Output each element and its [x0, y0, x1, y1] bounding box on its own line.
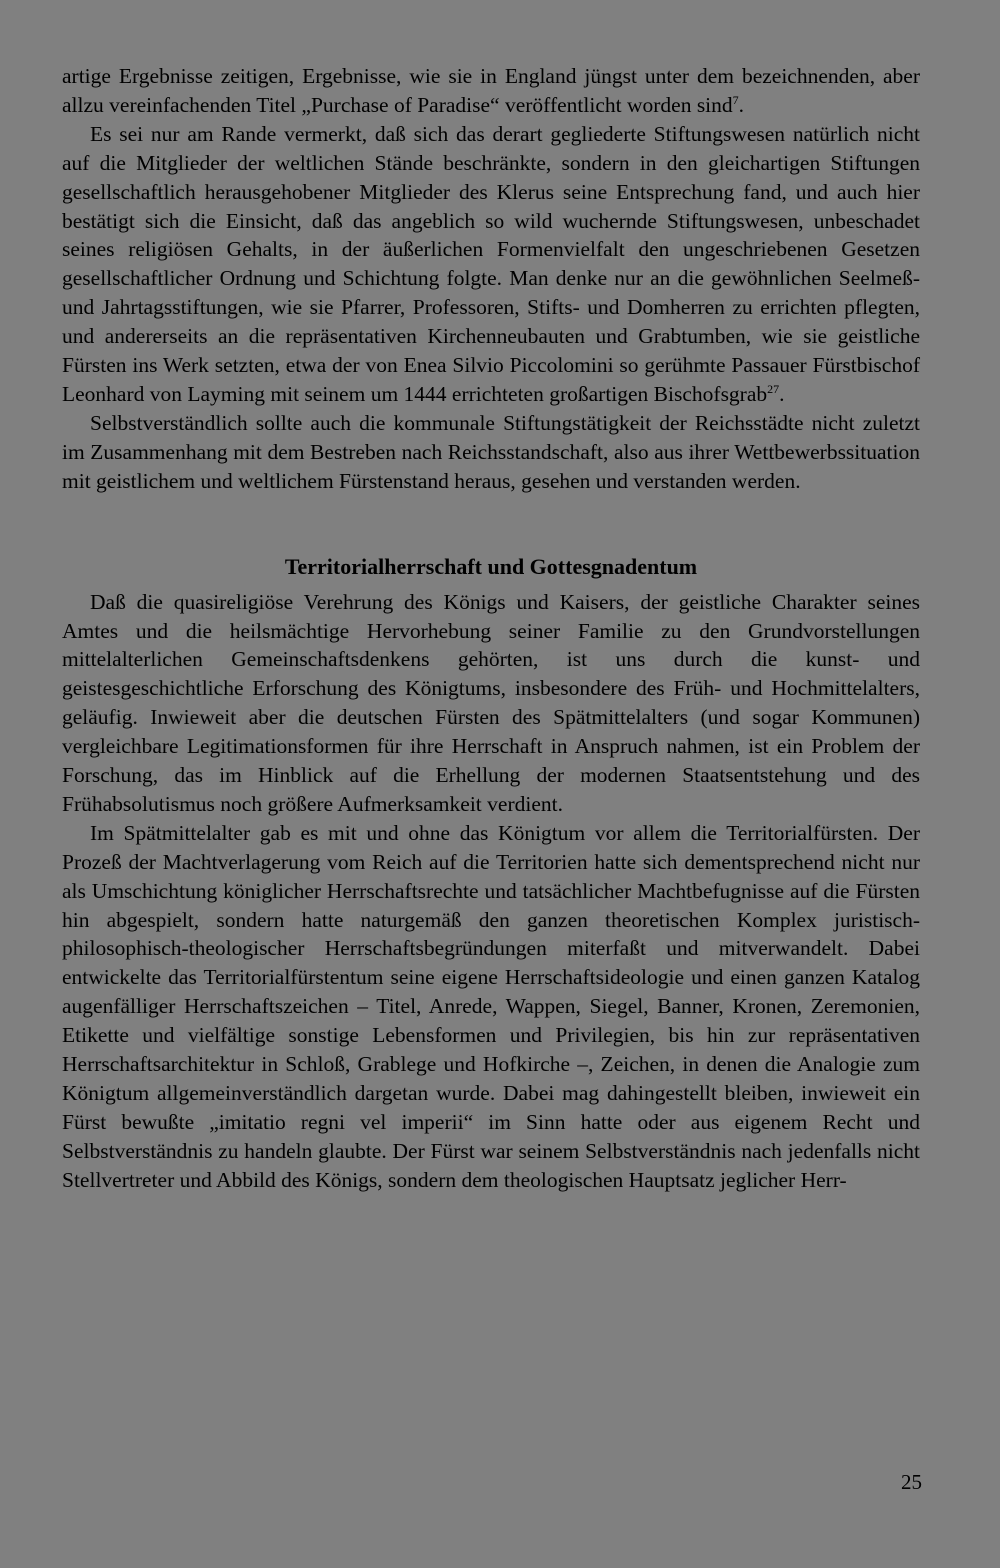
section-heading: Territorialherrschaft und Gottesgnadentum: [284, 553, 698, 579]
paragraph-4: Daß die quasireligiöse Verehrung des Königs und Kaisers, der geistliche Charakter seines Amtes und die heilsmächtige Hervorhebung seiner Familie zu den Grundvorstellungen mittelalterlichen Gemeinschaftsdenkens gehörten, ist uns durch die kunst- und geistesgeschichtliche Erforschung des Königtums, insbesondere des Früh- und Hochmittelalters, geläufig. Inwieweit aber die deutschen Fürsten des Spätmittelalters (und sogar Kommunen) vergleichbare Legitimationsformen für ihre Herrschaft in Anspruch nahmen, ist ein Problem der Forschung, das im Hinblick auf die Erhellung der modernen Staatsentstehung und des Frühabsolutismus noch größere Aufmerksamkeit verdient.: [62, 589, 920, 816]
text-column: [62, 62, 920, 1195]
paragraph-1: artige Ergebnisse zeitigen, Ergebnisse, wie sie in England jüngst unter dem bezeichnenden, aber allzu vereinfachenden Titel „Purchase of Paradise“ veröffentlicht worden sind$^7$.: [62, 64, 920, 117]
page-number: 25: [901, 1470, 922, 1494]
paragraph-2: Es sei nur am Rande vermerkt, daß sich das derart gegliederte Stiftungswesen natürlich nicht auf die Mitglieder der weltlichen Stände beschränkte, sondern in den gleichartigen Stiftungen gesellschaftlich herausgehobener Mitglieder des Klerus seine Entsprechung fand, und auch hier bestätigt sich die Einsicht, daß das angeblich so wild wuchernde Stiftungswesen, unbeschadet seines religiösen Gehalts, in der äußerlichen Formenvielfalt den ungeschriebenen Gesetzen gesellschaftlicher Ordnung und Schichtung folgte. Man denke nur an die gewöhnlichen Seelmeß- und Jahrtagsstiftungen, wie sie Pfarrer, Professoren, Stifts- und Domherren zu errichten pflegten, und andererseits an die repräsentativen Kirchenneubauten und Grabtumben, wie sie geistliche Fürsten ins Werk setzten, etwa der von Enea Silvio Piccolomini so gerühmte Passauer Fürstbischof Leonhard von Layming mit seinem um 1444 errichteten großartigen Bischofsgrab$^{27}$.: [62, 121, 920, 406]
paragraph-5: Im Spätmittelalter gab es mit und ohne das Königtum vor allem die Territorialfürsten. Der Prozeß der Machtverlagerung vom Reich auf die Territorien hatte sich dementsprechend nicht nur als Umschichtung königlicher Herrschaftsrechte und tatsächlicher Machtbefugnisse auf die Fürsten hin abgespielt, sondern hatte naturgemäß den ganzen theoretischen Komplex juristisch-philosophisch-theologischer Herrschaftsbegründungen miterfaßt und mitverwandelt. Dabei entwickelte das Territorialfürstentum seine eigene Herrschaftsideologie und einen ganzen Katalog augenfälliger Herrschaftszeichen – Titel, Anrede, Wappen, Siegel, Banner, Kronen, Zeremonien, Etikette und vielfältige sonstige Lebensformen und Privilegien, bis hin zur repräsentativen Herrschaftsarchitektur in Schloß, Grablege und Hofkirche –, Zeichen, in denen die Analogie zum Königtum allgemeinverständlich dargetan wurde. Dabei mag dahingestellt bleiben, inwieweit ein Fürst bewußte „imitatio regni vel imperii“ im Sinn hatte oder aus eigenem Recht und Selbstverständnis zu handeln glaubte. Der Fürst war seinem Selbstverständnis nach jedenfalls nicht Stellvertreter und Abbild des Königs, sondern dem theologischen Hauptsatz jeglicher Herr-: [62, 820, 920, 1192]
footnote-ref: 7: [732, 92, 739, 107]
footnote-ref: 27: [767, 381, 780, 396]
paragraph-3: Selbstverständlich sollte auch die kommunale Stiftungstätigkeit der Reichsstädte nicht zuletzt im Zusammenhang mit dem Bestreben nach Reichsstandschaft, also aus ihrer Wettbewerbssituation mit geistlichem und weltlichem Fürstenstand heraus, gesehen und verstanden werden.: [62, 410, 920, 493]
